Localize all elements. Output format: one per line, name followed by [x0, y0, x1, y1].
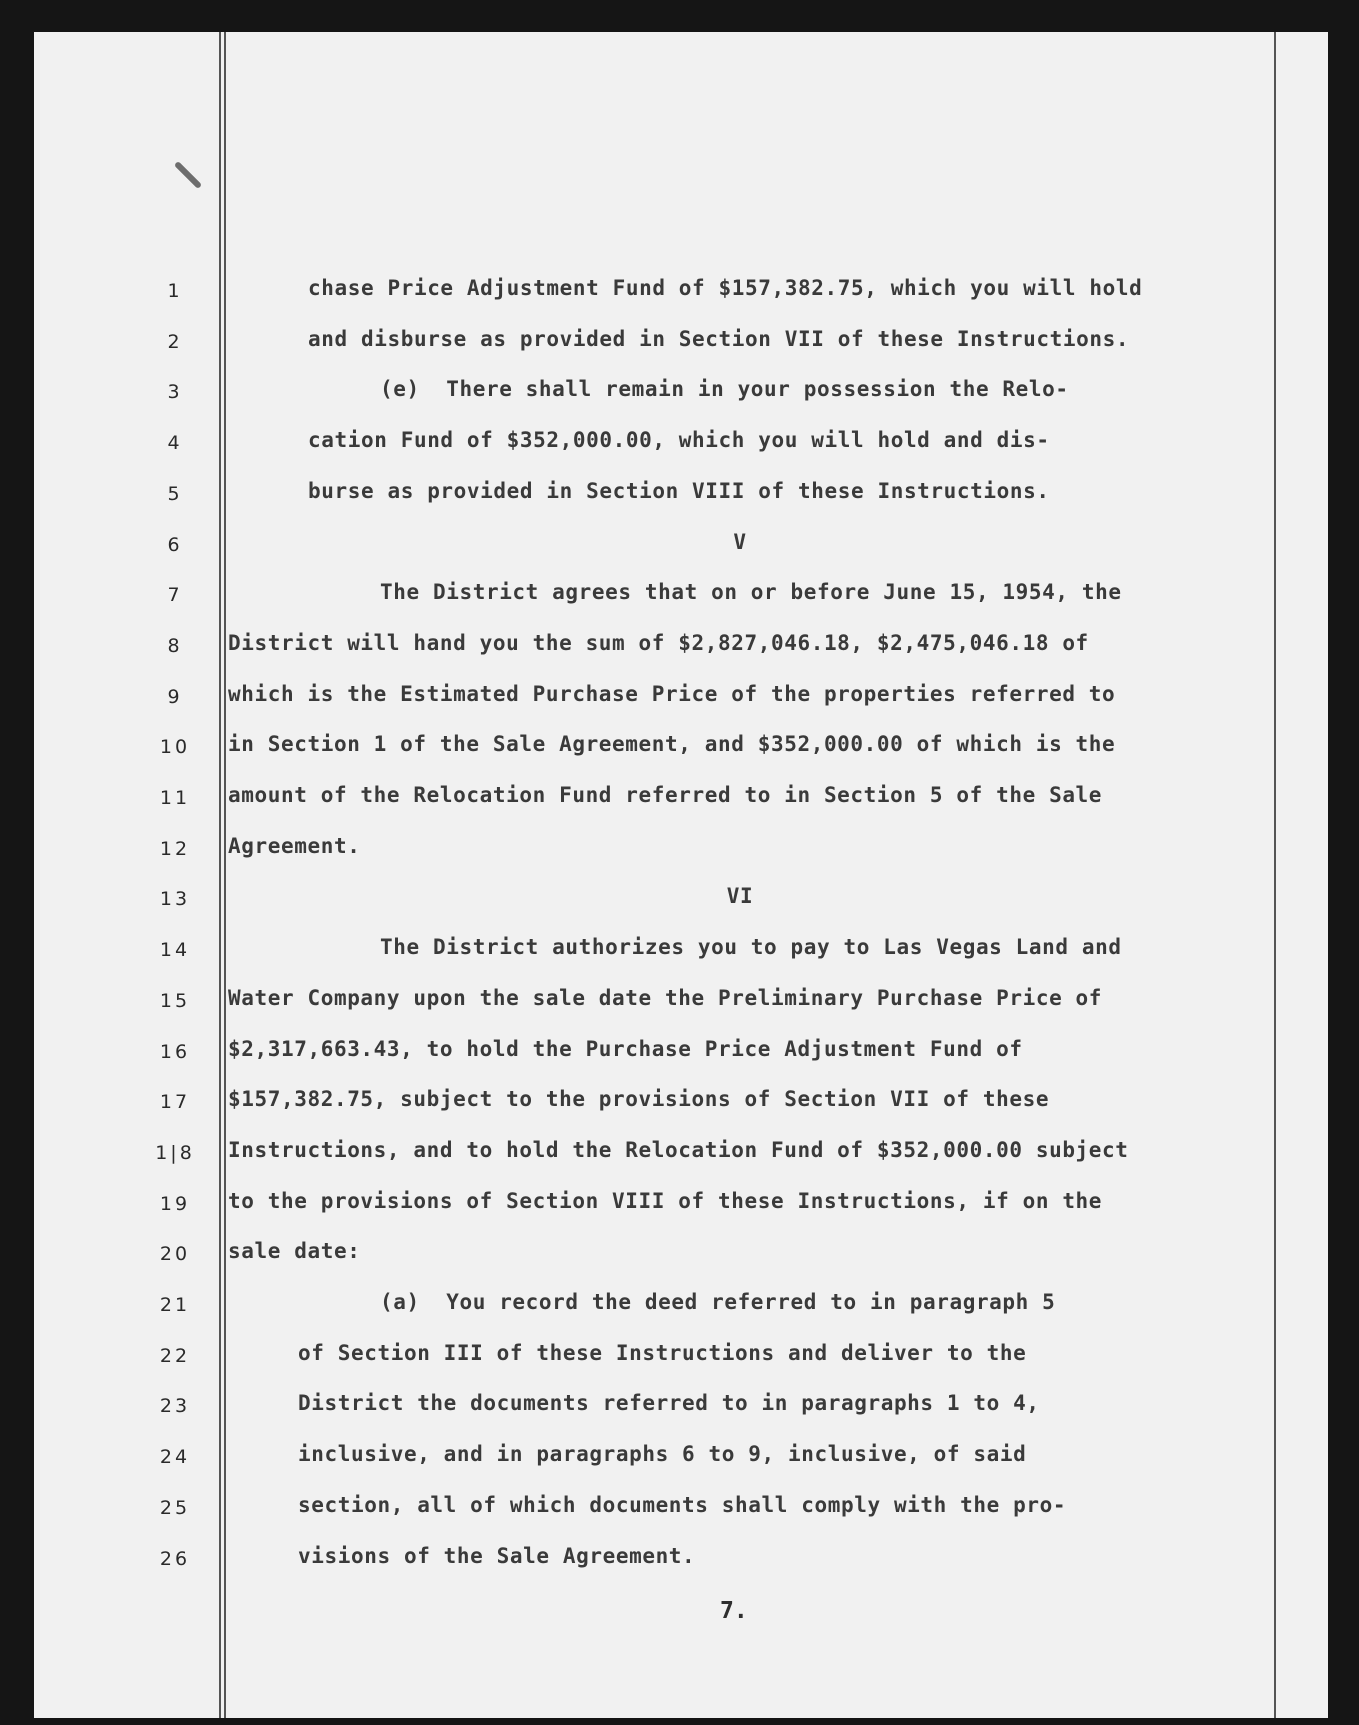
section-heading: VI	[726, 884, 754, 909]
line-number: 22	[159, 1344, 191, 1367]
line-number: 3	[167, 381, 183, 404]
line-number: 10	[159, 736, 191, 759]
text-line: burse as provided in Section VIII of these Instructions.	[308, 478, 1050, 503]
line-number: 26	[159, 1547, 191, 1570]
text-line: Agreement.	[228, 833, 361, 858]
line-number: 15	[159, 989, 191, 1012]
line-number: 8	[167, 634, 183, 657]
text-line: in Section 1 of the Sale Agreement, and $352,000.00 of which is the	[228, 732, 1116, 757]
line-number: 6	[167, 533, 183, 556]
text-line: $2,317,663.43, to hold the Purchase Price Adjustment Fund of	[228, 1036, 1023, 1061]
text-line: (e) There shall remain in your possession the Relo-	[380, 377, 1069, 402]
text-line: amount of the Relocation Fund referred to in Section 5 of the Sale	[228, 783, 1103, 807]
margin-rule-left-inner	[224, 32, 226, 1718]
line-number: 16	[159, 1040, 191, 1063]
text-line: The District agrees that on or before June 15, 1954, the	[380, 580, 1122, 605]
section-heading: V	[733, 529, 747, 554]
text-line: District will hand you the sum of $2,827,046.18, $2,475,046.18 of	[228, 630, 1089, 655]
text-line: chase Price Adjustment Fund of $157,382.75, which you will hold	[308, 276, 1143, 300]
line-number: 14	[159, 939, 191, 962]
text-line: to the provisions of Section VIII of these Instructions, if on the	[228, 1188, 1103, 1213]
margin-rule-right	[1274, 32, 1276, 1718]
text-line: which is the Estimated Purchase Price of the properties referred to	[228, 681, 1116, 706]
text-line: visions of the Sale Agreement.	[298, 1543, 696, 1568]
line-number: 20	[159, 1243, 191, 1266]
text-line: $157,382.75, subject to the provisions of Section VII of these	[228, 1087, 1050, 1112]
text-line: sale date:	[228, 1239, 361, 1264]
text-line: of Section III of these Instructions and deliver to the	[298, 1340, 1027, 1365]
line-number: 4	[167, 432, 183, 455]
text-line: section, all of which documents shall comply with the pro-	[298, 1492, 1067, 1517]
margin-rule-left-outer	[219, 32, 221, 1718]
text-line: Instructions, and to hold the Relocation Fund of $352,000.00 subject	[228, 1137, 1129, 1162]
line-number: 5	[167, 482, 183, 505]
line-number: 19	[159, 1192, 191, 1215]
text-line: cation Fund of $352,000.00, which you will hold and dis-	[308, 428, 1050, 453]
page-number: 7.	[720, 1598, 748, 1624]
text-line: inclusive, and in paragraphs 6 to 9, inclusive, of said	[298, 1442, 1027, 1467]
line-number: 23	[159, 1395, 191, 1418]
line-number: 24	[159, 1446, 191, 1469]
line-number: 13	[159, 888, 191, 911]
line-number: 2	[167, 330, 183, 353]
text-line: The District authorizes you to pay to Las Vegas Land and	[380, 935, 1122, 960]
line-number: 7	[167, 584, 183, 607]
text-line: (a) You record the deed referred to in paragraph 5	[380, 1290, 1056, 1314]
line-number: 9	[167, 685, 183, 708]
stray-mark	[174, 161, 202, 189]
text-line: Water Company upon the sale date the Preliminary Purchase Price of	[228, 985, 1103, 1010]
line-number: 25	[159, 1496, 191, 1519]
line-number: 1	[167, 280, 183, 302]
line-number: 11	[159, 787, 191, 809]
line-number: 21	[159, 1294, 191, 1316]
text-line: District the documents referred to in paragraphs 1 to 4,	[298, 1391, 1040, 1416]
line-number: 12	[159, 837, 191, 860]
line-number: 1|8	[155, 1141, 195, 1164]
text-line: and disburse as provided in Section VII of these Instructions.	[308, 326, 1130, 351]
line-number: 17	[159, 1091, 191, 1114]
